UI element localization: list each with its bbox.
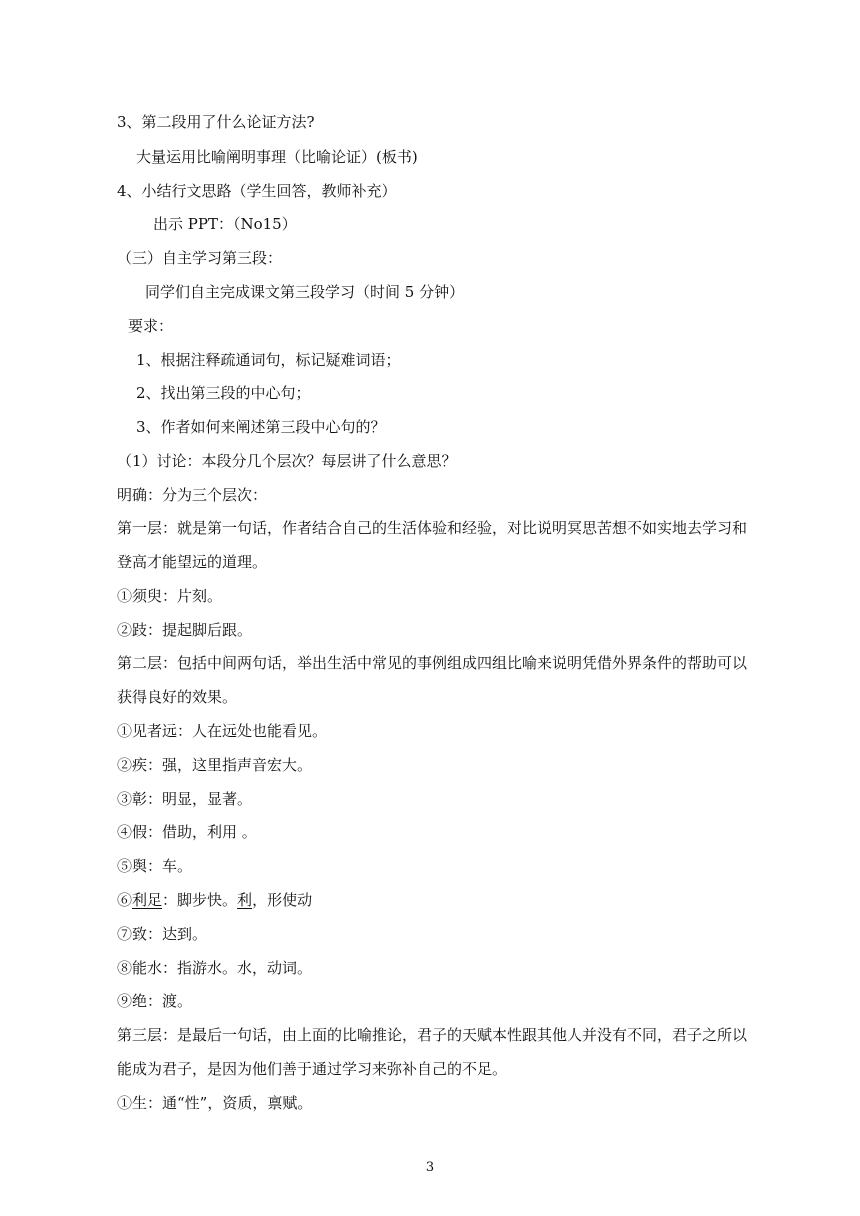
question-3: 3、第二段用了什么论证方法?	[117, 113, 315, 131]
gloss-item: ⑨绝：渡。	[117, 992, 193, 1010]
page-number: 3	[425, 1160, 435, 1175]
requirement-3: 3、作者如何来阐述第三段中心句的？	[136, 418, 386, 436]
question-4: 4、小结行文思路（学生回答，教师补充）	[117, 182, 397, 200]
layer-2-text-cont: 获得良好的效果。	[117, 688, 238, 706]
gloss-item: ⑧能水：指游水。水，动词。	[117, 959, 313, 977]
layer-2-text: 第二层：包括中间两句话，举出生活中常见的事例组成四组比喻来说明凭借外界条件的帮助可以	[117, 654, 748, 672]
gloss-definition: ，形使动	[252, 891, 313, 909]
gloss-item: ④假：借助，利用 。	[117, 823, 257, 841]
discussion-question: （1）讨论：本段分几个层次？每层讲了什么意思？	[117, 452, 457, 470]
gloss-item: ②跂：提起脚后跟。	[117, 621, 253, 639]
underlined-term: 利足	[132, 891, 163, 909]
gloss-item: ⑦致：达到。	[117, 925, 208, 943]
layer-1-text-cont: 登高才能望远的道理。	[117, 553, 268, 571]
gloss-item: ⑤舆：车。	[117, 857, 193, 875]
layer-3-text: 第三层：是最后一句话，由上面的比喻推论，君子的天赋本性跟其他人并没有不同，君子之所以	[117, 1026, 748, 1044]
ppt-note: 出示 PPT：（No15）	[153, 215, 297, 233]
requirement-2: 2、找出第三段的中心句；	[136, 384, 311, 402]
gloss-item: ③彰：明显，显著。	[117, 790, 253, 808]
gloss-definition: ：脚步快。	[162, 891, 238, 909]
gloss-item: ①须臾：片刻。	[117, 587, 223, 605]
gloss-item-lizu	[117, 890, 312, 910]
requirement-1: 1、根据注释疏通词句，标记疑难词语；	[136, 351, 401, 369]
layer-1-text: 第一层：就是第一句话，作者结合自己的生活体验和经验，对比说明冥思苦想不如实地去学习和	[117, 519, 748, 537]
gloss-item: ②疾：强，这里指声音宏大。	[117, 756, 313, 774]
answer-3: 大量运用比喻阐明事理（比喻论证）(板书)	[136, 148, 418, 166]
underlined-term: 利	[237, 891, 253, 909]
gloss-item: ①见者远：人在远处也能看见。	[117, 722, 328, 740]
requirements-label: 要求：	[128, 317, 174, 335]
layer-3-text-cont: 能成为君子，是因为他们善于通过学习来弥补自己的不足。	[117, 1060, 508, 1078]
gloss-item: ①生：通“性”，资质，禀赋。	[117, 1094, 313, 1112]
gloss-number: ⑥	[117, 891, 133, 909]
clarification: 明确：分为三个层次：	[117, 486, 268, 504]
self-study-instruction: 同学们自主完成课文第三段学习（时间 5 分钟）	[145, 283, 465, 301]
section-heading-3: （三）自主学习第三段：	[117, 249, 283, 267]
